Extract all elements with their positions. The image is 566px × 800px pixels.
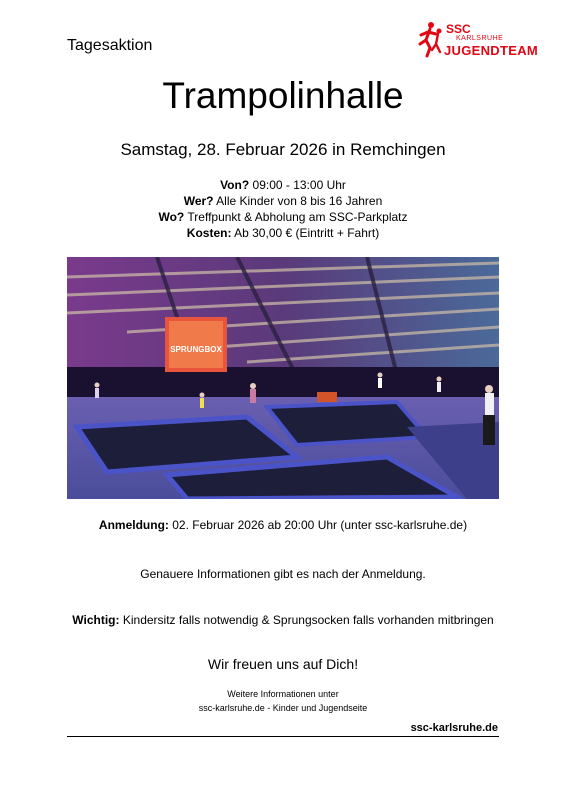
detail-row-where — [0, 209, 566, 225]
registration-value: 02. Februar 2026 ab 20:00 Uhr (unter ssc-karlsruhe.de) — [172, 518, 468, 532]
page-tag: Tagesaktion — [67, 37, 153, 54]
logo-line-karlsruhe: KARLSRUHE — [456, 35, 504, 42]
page-title: Trampolinhalle — [162, 75, 404, 116]
event-date-location: Samstag, 28. Februar 2026 in Remchingen — [120, 140, 446, 159]
footer-divider — [67, 736, 499, 737]
detail-row-time — [0, 177, 566, 193]
detail-value: 09:00 - 13:00 Uhr — [252, 178, 346, 192]
detail-label: Von? — [220, 178, 250, 192]
detail-label: Wer? — [183, 194, 214, 208]
detail-row-cost — [0, 225, 566, 241]
detail-value: Alle Kinder von 8 bis 16 Jahren — [216, 194, 383, 208]
important-value: Kindersitz falls notwendig & Sprungsocken falls vorhanden mitbringen — [122, 613, 494, 627]
ssc-jugendteam-logo — [414, 20, 544, 62]
general-info-text: Genauere Informationen gibt es nach der Anmeldung. — [140, 567, 426, 581]
more-info-line-1: Weitere Informationen unter — [227, 689, 339, 699]
logo-line-jugendteam: JUGENDTEAM — [444, 43, 539, 58]
detail-value: Ab 30,00 € (Eintritt + Fahrt) — [234, 226, 380, 240]
more-info-line-2: ssc-karlsruhe.de - Kinder und Jugendseite — [198, 703, 368, 713]
detail-label: Wo? — [158, 210, 185, 224]
closing-text: Wir freuen uns auf Dich! — [207, 656, 359, 672]
event-details — [0, 177, 566, 241]
detail-row-who — [0, 193, 566, 209]
footer-website: ssc-karlsruhe.de — [410, 722, 498, 734]
detail-value: Treffpunkt & Abholung am SSC-Parkplatz — [187, 210, 408, 224]
registration-line — [0, 518, 566, 532]
important-label: Wichtig: — [72, 613, 120, 627]
logo-line-ssc: SSC — [446, 22, 471, 36]
registration-label: Anmeldung: — [98, 518, 169, 532]
trampoline-hall-illustration — [67, 257, 499, 499]
runner-figures-icon — [414, 20, 444, 60]
detail-label: Kosten: — [186, 226, 232, 240]
trampoline-hall-photo — [67, 257, 499, 499]
venue-screen-text: SPRUNGBOX — [170, 345, 222, 354]
important-line — [0, 613, 566, 627]
